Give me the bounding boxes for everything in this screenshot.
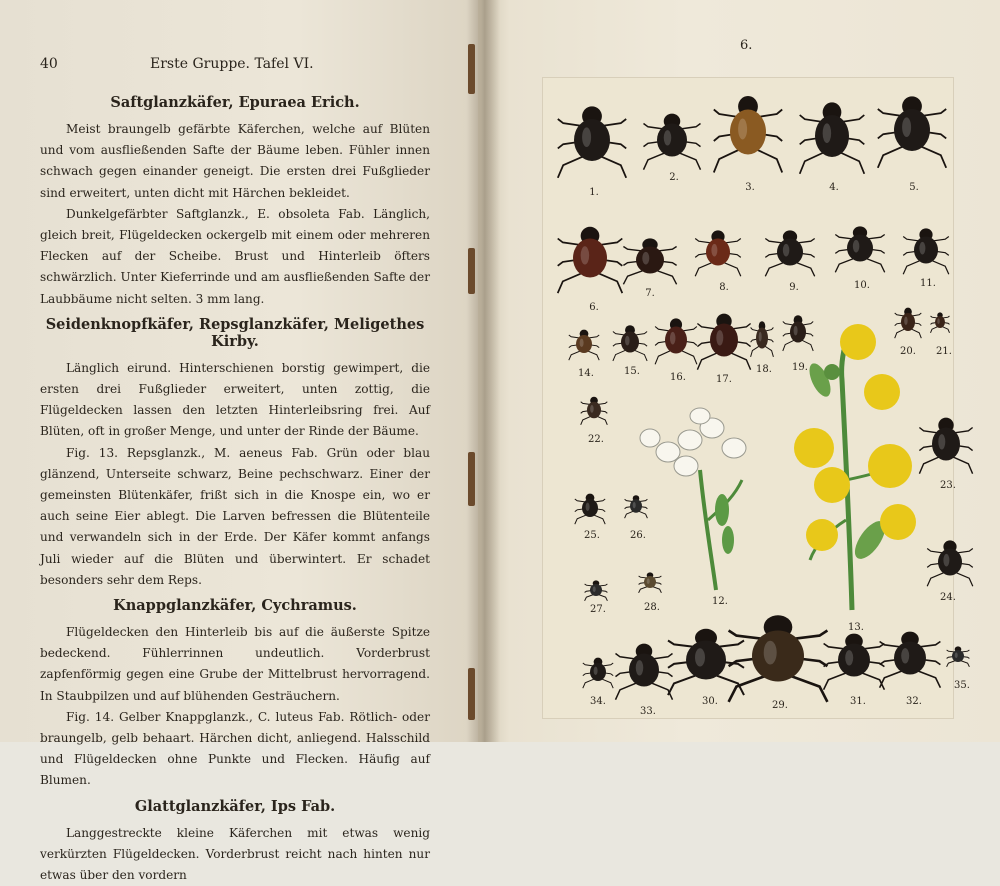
header-title: Erste Gruppe. Tafel VI. [150,56,314,72]
beetle-figure [765,230,814,276]
paragraph: Fig. 14. Gelber Knappglanzk., C. luteus Fab. Rötlich- oder braungelb, gelb behaart. Härchen dicht, anliegend. Halsschild und Flügeldecken ohne Punkte und Flecken. Häufig auf Blumen. [40,709,430,788]
yellow-rapeseed-plant-illustration [794,324,916,610]
figure-label: 30. [702,696,718,707]
figure-label: 7. [645,288,655,299]
beetle-figure [655,318,697,364]
figure-label: 17. [716,374,732,385]
beetle-figure [625,495,648,518]
figure-label: 4. [829,182,839,193]
beetle-figure [895,308,922,339]
plate-number: 6. [740,38,753,53]
beetle-figure [575,494,605,525]
white-flower-plant-illustration [640,408,746,590]
paragraph: Flügeldecken den Hinterleib bis auf die äußerste Spitze bedeckend. Fühlerrinnen undeutlich. Vorderbrust zapfenförmig gegen eine Grube der Mittelbrust hervorragend. In Staubpilzen und auf blühenden Gesträuchern. [40,625,430,703]
beetle-figure [558,106,626,177]
figure-label: 10. [854,280,870,291]
figure-label: 5. [909,182,919,193]
paragraph: Meist braungelb gefärbte Käferchen, welche auf Blüten und vom ausfließenden Safte der Bäume leben. Fühler innen schwach gegen einander geneigt. Die ersten drei Fußglieder sind erweitert, unten dicht mit Härchen bekleidet. [40,122,430,200]
section-title: Seidenknopfkäfer, Repsglanzkäfer, Meligethes Kirby. [45,315,425,350]
figure-label: 24. [940,592,956,603]
beetle-figure [931,312,950,332]
figure-label: 2. [669,172,679,183]
figure-label: 25. [584,530,600,541]
beetle-figure [558,227,623,293]
figure-label: 6. [589,302,599,313]
page-number: 40 [40,56,58,72]
figure-label: 35. [954,680,970,691]
figure-label: 14. [578,368,594,379]
figure-label: 11. [920,278,936,289]
beetle-figure [878,96,946,167]
figure-label: 34. [590,696,606,707]
paragraph: Dunkelgefärbter Saftglanzk., E. obsoleta Fab. Länglich, gleich breit, Flügeldecken ockergelb mit einem oder mehreren Flecken auf der Scheibe. Brust und Hinterleib öfters schwärzlich. Unter Kieferrinde und am ausfließenden Safte der Laubbäume nicht selten. 3 mm lang. [40,206,430,306]
beetle-figure [880,632,941,688]
beetle-figure [616,644,673,700]
section-title: Knappglanzkäfer, Cychramus. [113,597,357,615]
beetle-figure [639,572,662,592]
figure-label: 27. [590,604,606,615]
beetle-figure [668,629,744,695]
beetle-figure [903,228,949,274]
paragraph: Fig. 13. Repsglanzk., M. aeneus Fab. Grün oder blau glänzend, Unterseite schwarz, Beine pechschwarz. Einer der gemeinsten Blütenkäfer, frißt sich in die Knospe ein, wo er auch seine Eier ablegt. Die Larven befressen die Blütenteile und verwandeln sich in der Erde. Der Käfer kommt anfangs Juli wieder auf die Blüten und überwintert. Er schadet besonders sehr dem Reps. [40,445,430,587]
figure-label: 18. [756,364,772,375]
beetle-figure [695,230,741,276]
paragraph: Länglich eirund. Hinterschienen borstig gewimpert, die ersten drei Fußglieder erweitert, unten zottig, die Flügeldecken lassen den letzten Hinterleibsring frei. Auf Blüten, oft in großer Menge, und unter der Rinde der Bäume. [40,360,430,439]
beetle-figure [919,418,972,474]
beetle-figure [714,96,782,173]
beetle-figure [927,540,973,586]
beetle-figure [623,238,676,284]
paragraph: Langgestreckte kleine Käferchen mit etwas wenig verkürzten Flügeldecken. Vorderbrust reicht nach hinten nur etwas über den vordern [40,825,430,883]
figure-label: 8. [719,282,729,293]
beetle-figure [751,321,774,357]
figure-label: 13. [848,622,864,633]
section-title: Saftglanzkäfer, Epuraea Erich. [110,94,360,111]
beetle-figure [729,615,828,702]
beetle-figure [583,658,613,689]
figure-label: 1. [589,187,599,198]
figure-label: 26. [630,530,646,541]
beetle-figure [800,102,865,173]
beetle-figure [644,114,701,170]
beetle-figure [947,646,970,666]
figure-label: 32. [906,696,922,707]
figure-label: 29. [772,700,788,711]
figure-label: 28. [644,602,660,613]
figure-label: 12. [712,596,728,607]
beetle-figure [569,330,599,361]
figure-label: 23. [940,480,956,491]
beetle-figure [783,315,813,351]
section-title: Glattglanzkäfer, Ips Fab. [134,797,336,815]
figure-label: 31. [850,696,866,707]
beetle-figure [585,580,608,600]
figure-label: 19. [792,362,808,373]
figure-label: 15. [624,366,640,377]
beetle-figure [613,325,647,361]
beetle-figure [697,314,750,370]
beetle-figure [581,397,608,425]
figure-label: 16. [670,372,686,383]
figure-label: 9. [789,282,799,293]
figure-label: 21. [936,346,952,357]
beetle-figure [835,226,884,272]
figure-label: 20. [900,346,916,357]
beetle-figure [824,634,885,690]
figure-label: 22. [588,434,604,445]
figure-label: 3. [745,182,755,193]
figure-label: 33. [640,706,656,717]
